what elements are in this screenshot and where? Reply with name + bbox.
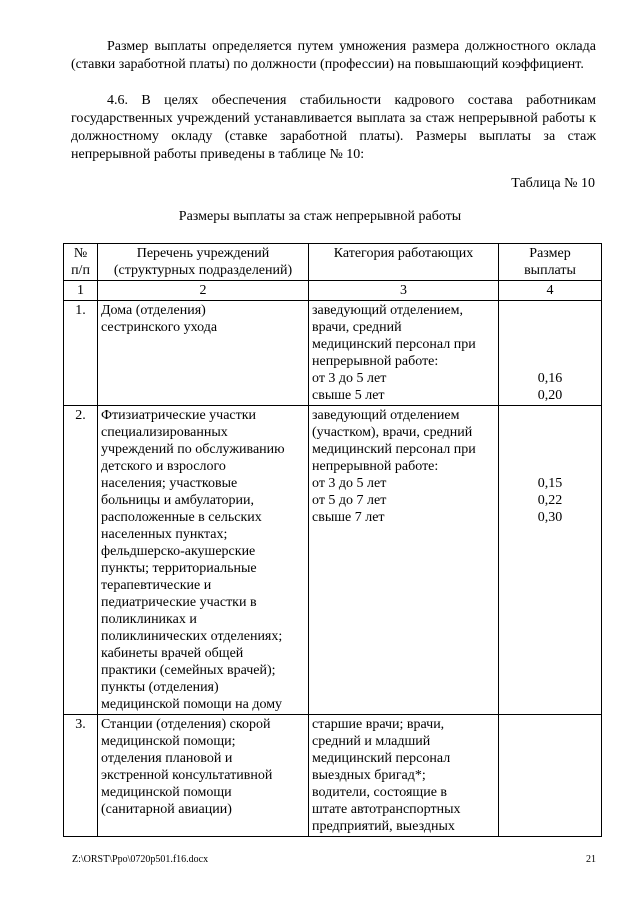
table-row (64, 301, 602, 406)
header-payment: Размер выплаты (499, 244, 602, 281)
row-number: 2. (64, 406, 98, 715)
table-row (64, 406, 602, 715)
column-number: 3 (309, 281, 499, 301)
header-category: Категория работающих (309, 244, 499, 281)
row-institutions: Дома (отделения) сестринского ухода (98, 301, 309, 406)
column-number: 2 (98, 281, 309, 301)
row-payment-values: 0,15 0,22 0,30 (499, 406, 602, 715)
row-institutions: Фтизиатрические участки специализированных учреждений по обслуживанию детского и взрослого населения; участковые больницы и амбулатории, расположенные в сельских населенных пунктах; фельдшерско-акушерские пункты; территориальные терапевтические и педиатрические участки в поликлиниках и поликлинических отделениях; кабинеты врачей общей практики (семейных врачей); пункты (отделения) медицинской помощи на дому (98, 406, 309, 715)
column-number: 1 (64, 281, 98, 301)
footer-file-path: Z:\ORST\Ppo\0720p501.f16.docx (72, 854, 209, 865)
paragraph-payment-size: Размер выплаты определяется путем умножения размера должностного оклада (ставки заработной платы) по должности (профессии) на повышающий коэффициент. (71, 39, 596, 72)
row-institutions: Станции (отделения) скорой медицинской помощи; отделения плановой и экстренной консультативной медицинской помощи (санитарной авиации) (98, 715, 309, 837)
header-number: № п/п (64, 244, 98, 281)
row-category: заведующий отделением, врачи, средний медицинский персонал при непрерывной работе: от 3 до 5 лет свыше 5 лет (309, 301, 499, 406)
footer-page-number: 21 (586, 854, 596, 865)
row-number: 3. (64, 715, 98, 837)
column-number-row (64, 281, 602, 301)
row-payment-values: 0,16 0,20 (499, 301, 602, 406)
header-institutions: Перечень учреждений (структурных подразделений) (98, 244, 309, 281)
row-category: старшие врачи; врачи, средний и младший медицинский персонал выездных бригад*; водители, состоящие в штате автотранспортных предприятий, выездных (309, 715, 499, 837)
table-row (64, 715, 602, 837)
paragraph-4-6: 4.6. В целях обеспечения стабильности кадрового состава работникам государственных учреждений устанавливается выплата за стаж непрерывной работы к должностному окладу (ставке заработной платы). Размеры выплаты за стаж непрерывной работы приведены в таблице № 10: (71, 93, 596, 162)
table-label: Таблица № 10 (511, 176, 595, 191)
table-caption: Размеры выплаты за стаж непрерывной работы (178, 209, 462, 224)
column-number: 4 (499, 281, 602, 301)
row-category: заведующий отделением (участком), врачи, средний медицинский персонал при непрерывной работе: от 3 до 5 лет от 5 до 7 лет свыше 7 лет (309, 406, 499, 715)
row-payment-values (499, 715, 602, 837)
payment-table (63, 243, 602, 837)
table-header-row (64, 244, 602, 281)
row-number: 1. (64, 301, 98, 406)
